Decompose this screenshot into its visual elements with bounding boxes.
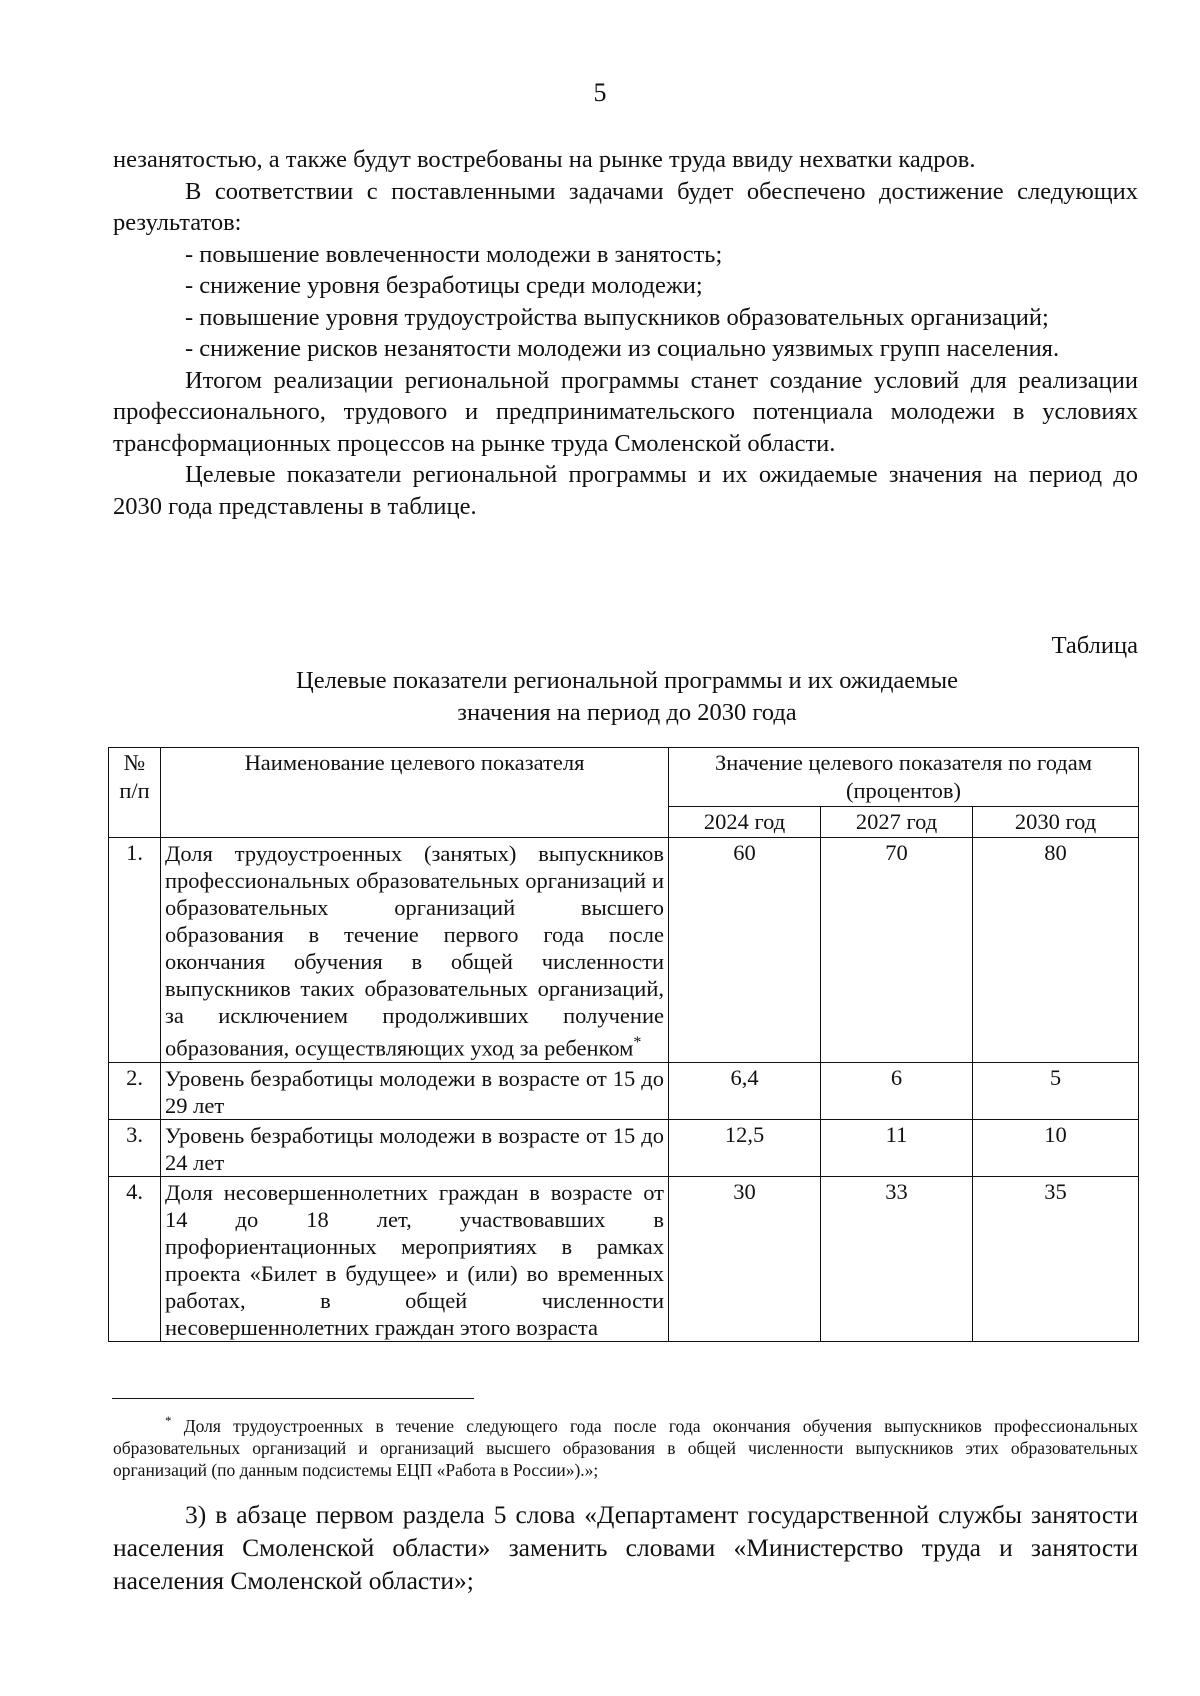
- paragraph: 3) в абзаце первом раздела 5 слова «Департамент государственной службы занятости населения Смоленской области» заменить словами «Министерство труда и занятости населения Смоленской области»;: [113, 1500, 1138, 1595]
- column-header-name: Наименование целевого показателя: [161, 748, 669, 838]
- value-cell: 30: [669, 1176, 821, 1341]
- table-row: [109, 1062, 1139, 1119]
- footnote-text: Доля трудоустроенных в течение следующего года после года окончания обучения выпускников профессиональных образовательных организаций и организаций высшего образования в общей численности выпускников этих образовательных организаций (по данным подсистемы ЕЦП «Работа в России»).»;: [113, 1415, 1138, 1480]
- paragraph: Целевые показатели региональной программы и их ожидаемые значения на период до 2030 года представлены в таблице.: [113, 461, 1138, 520]
- list-item: - повышение уровня трудоустройства выпускников образовательных организаций;: [185, 303, 1049, 331]
- paragraph: В соответствии с поставленными задачами будет обеспечено достижение следующих результатов:: [113, 177, 1138, 236]
- value-cell: 35: [973, 1176, 1139, 1341]
- table-title-line: Целевые показатели региональной программы и их ожидаемые: [296, 667, 958, 694]
- indicator-name: Уровень безработицы молодежи в возрасте от 15 до 24 лет: [161, 1119, 669, 1176]
- footnote-marker: *: [165, 1413, 172, 1428]
- value-cell: 60: [669, 838, 821, 1063]
- value-cell: 12,5: [669, 1119, 821, 1176]
- footnote: [113, 1410, 1138, 1481]
- value-cell: 6: [821, 1062, 973, 1119]
- value-cell: 11: [821, 1119, 973, 1176]
- column-header-values: Значение целевого показателя по годам (процентов): [669, 748, 1139, 807]
- footnote-text-block: [113, 1410, 1138, 1481]
- indicator-name: [161, 838, 669, 1063]
- paragraph: незанятостью, а также будут востребованы на рынке труда ввиду нехватки кадров.: [113, 146, 976, 173]
- value-cell: 6,4: [669, 1062, 821, 1119]
- row-number: 4.: [109, 1176, 161, 1341]
- row-number: 2.: [109, 1062, 161, 1119]
- row-number: 3.: [109, 1119, 161, 1176]
- column-header-num: № п/п: [109, 748, 161, 838]
- indicator-name-text: Доля трудоустроенных (занятых) выпускников профессиональных образовательных организаций и образовательных организаций высшего образования в течение первого года после окончания обучения в общей численности выпускников таких образовательных организаций, за исключением продолживших получение образования, осуществляющих уход за ребенком: [165, 841, 664, 1061]
- column-header-year: 2027 год: [821, 807, 973, 838]
- indicators-table: [108, 747, 1139, 1342]
- value-cell: 5: [973, 1062, 1139, 1119]
- value-cell: 80: [973, 838, 1139, 1063]
- value-cell: 33: [821, 1176, 973, 1341]
- list-item: - повышение вовлеченности молодежи в занятость;: [185, 240, 723, 268]
- footnote-divider: [112, 1398, 474, 1399]
- table-title-line: значения на период до 2030 года: [457, 699, 797, 726]
- row-number: 1.: [109, 838, 161, 1063]
- table-label: Таблица: [1051, 632, 1138, 659]
- table-title: [0, 665, 1200, 729]
- table-header-row: [109, 748, 1139, 807]
- page-number: 5: [593, 78, 607, 107]
- value-cell: 10: [973, 1119, 1139, 1176]
- amendment-text: [113, 1498, 1138, 1597]
- indicator-name: Доля несовершеннолетних граждан в возрасте от 14 до 18 лет, участвовавших в профориентационных мероприятиях в рамках проекта «Билет в будущее» и (или) во временных работах, в общей численности несовершеннолетних граждан этого возраста: [161, 1176, 669, 1341]
- column-header-year: 2030 год: [973, 807, 1139, 838]
- body-text: [113, 144, 1138, 522]
- list-item: - снижение уровня безработицы среди молодежи;: [185, 272, 703, 299]
- table-row: [109, 1176, 1139, 1341]
- table-row: [109, 838, 1139, 1063]
- paragraph: Итогом реализации региональной программы станет создание условий для реализации профессионального, трудового и предпринимательского потенциала молодежи в условиях трансформационных процессов на рынке труда Смоленской области.: [113, 366, 1138, 457]
- indicator-name: Уровень безработицы молодежи в возрасте от 15 до 29 лет: [161, 1062, 669, 1119]
- list-item: - снижение рисков незанятости молодежи из социально уязвимых групп населения.: [185, 335, 1060, 362]
- column-header-year: 2024 год: [669, 807, 821, 838]
- footnote-marker: *: [633, 1034, 642, 1051]
- table-row: [109, 1119, 1139, 1176]
- value-cell: 70: [821, 838, 973, 1063]
